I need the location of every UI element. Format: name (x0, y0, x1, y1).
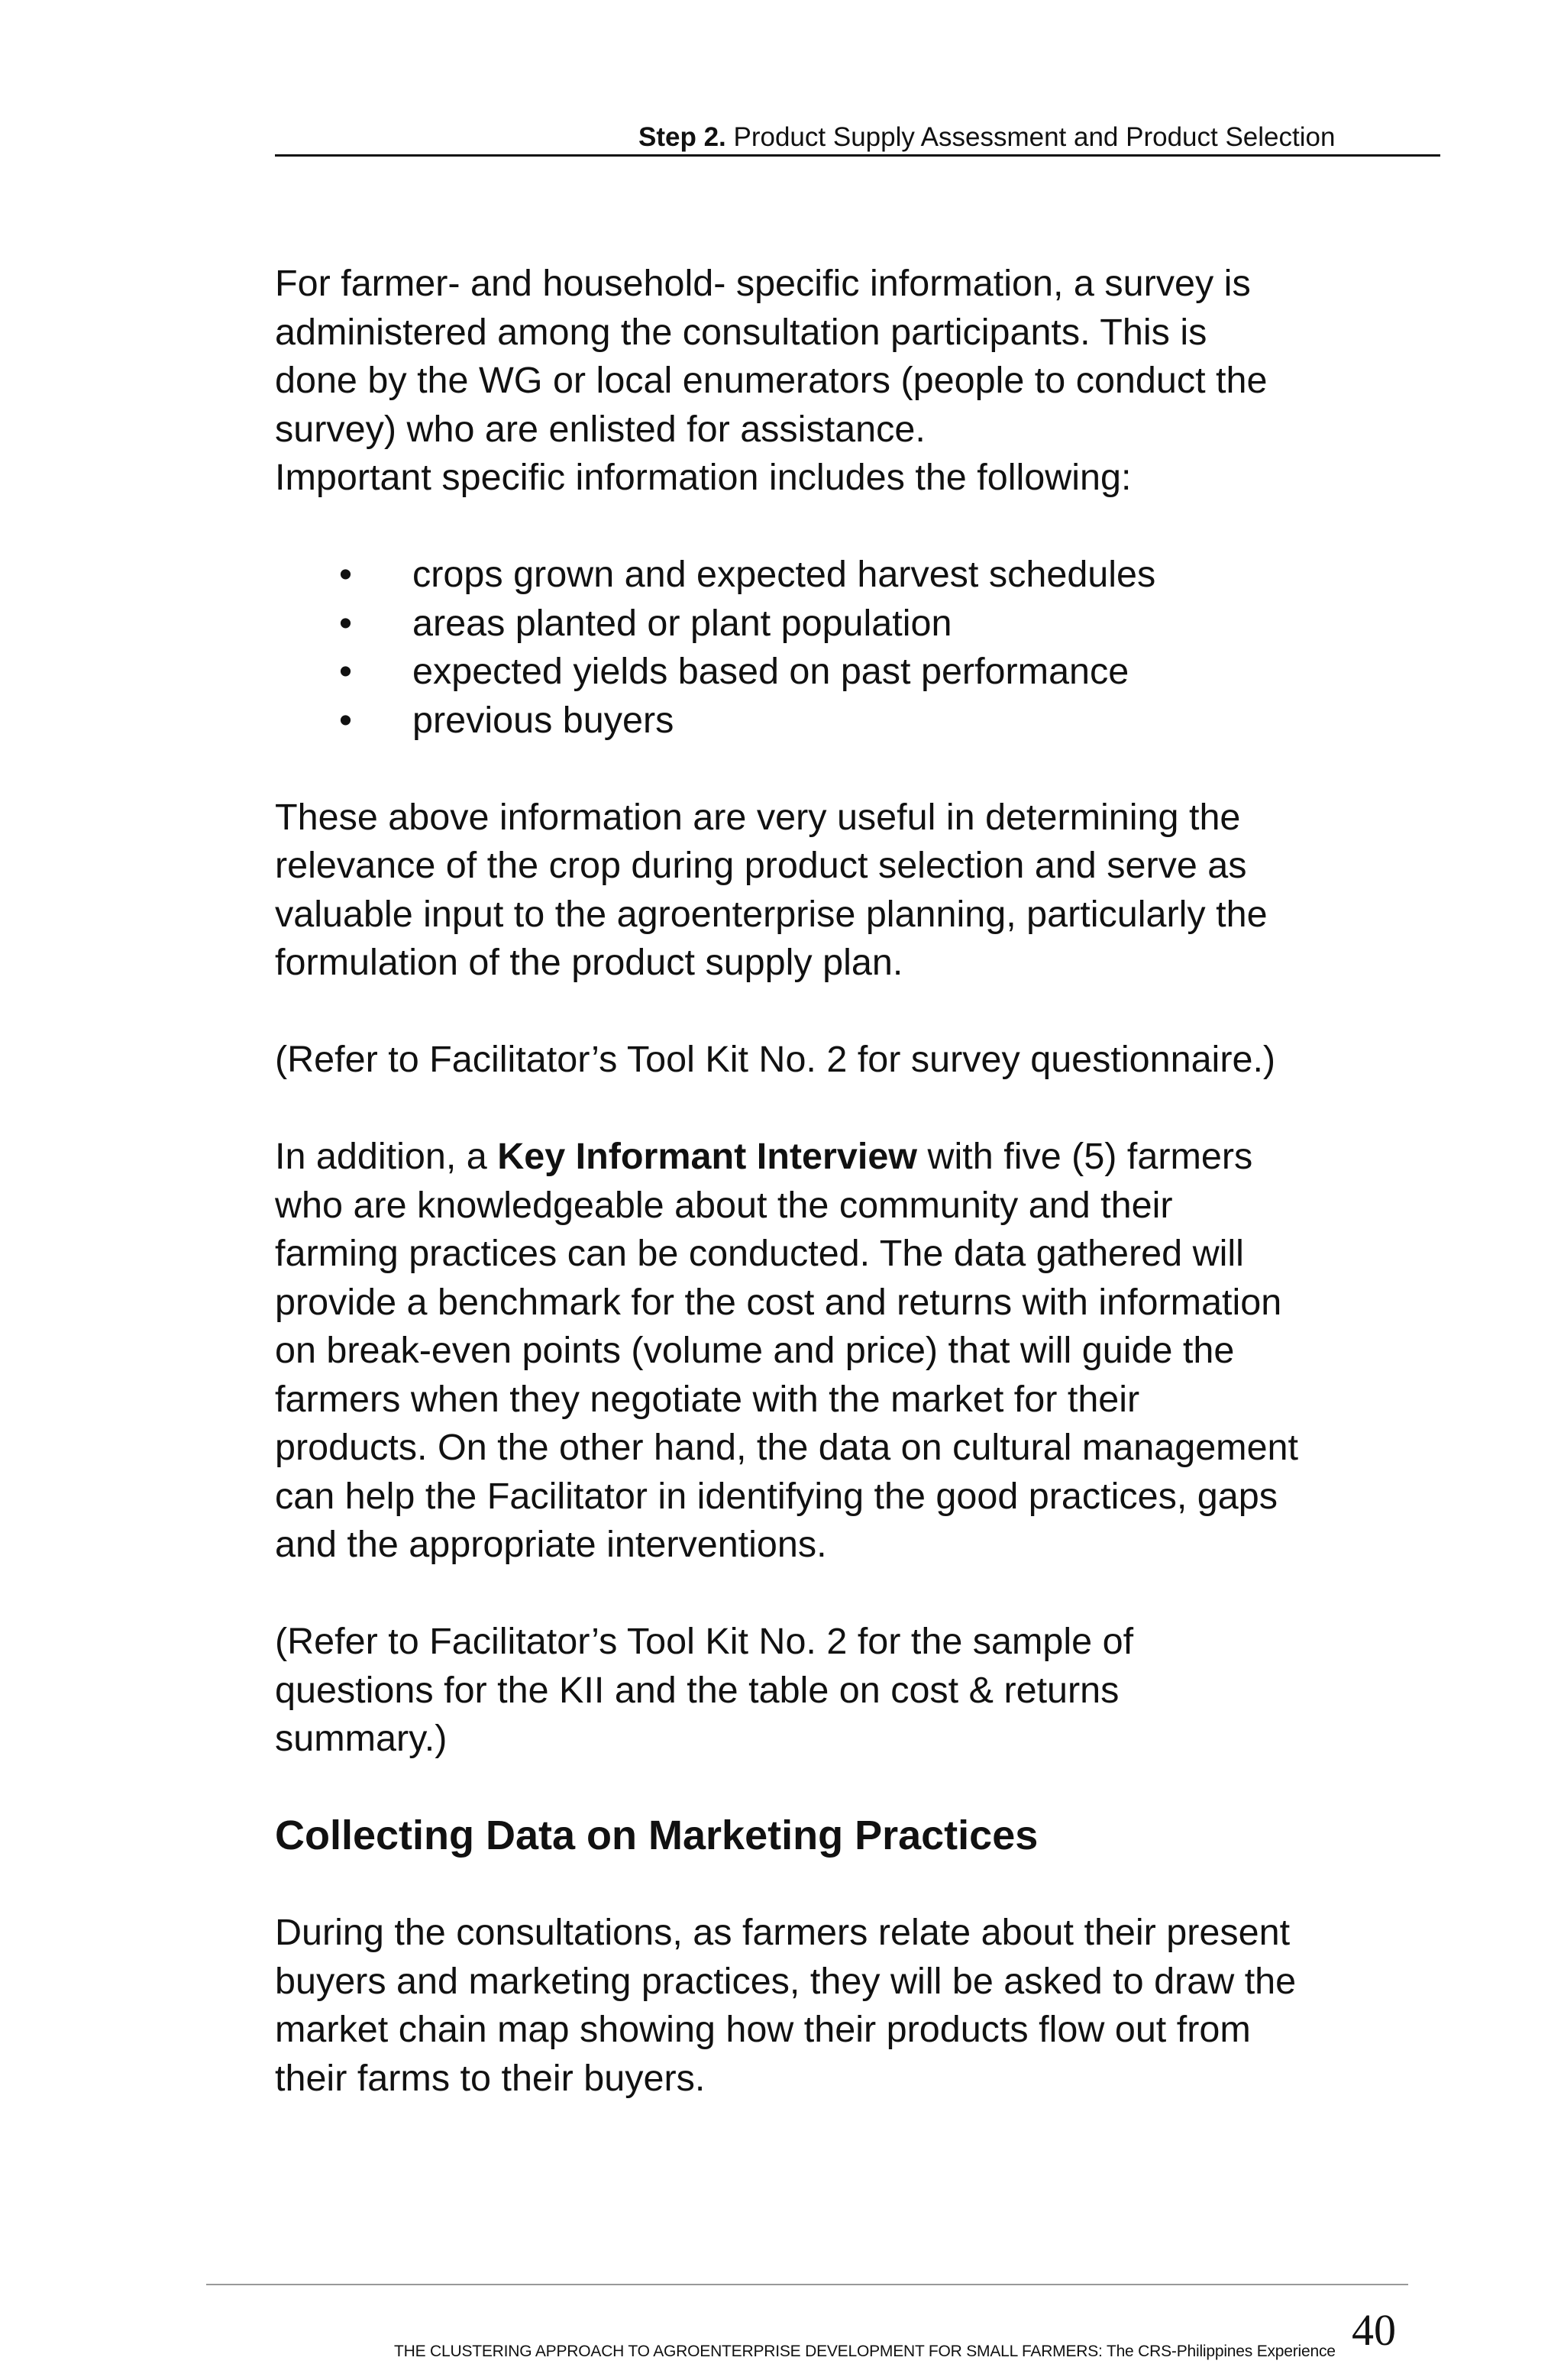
text-line: market chain map showing how their products flow out from (275, 2009, 1251, 2050)
running-footer: THE CLUSTERING APPROACH TO AGROENTERPRISE DEVELOPMENT FOR SMALL FARMERS: The CRS-Philippines Experience (394, 2343, 1336, 2360)
text-line: formulation of the product supply plan. (275, 942, 903, 983)
kii-paragraph (275, 1133, 1466, 1570)
toolkit-reference-kii (275, 1618, 1466, 1764)
page-body (275, 260, 1466, 2103)
text-line: farming practices can be conducted. The data gathered will (275, 1233, 1244, 1274)
running-header (638, 121, 1335, 154)
text-line: valuable input to the agroenterprise planning, particularly the (275, 893, 1268, 935)
text-line: farmers when they negotiate with the market for their (275, 1378, 1140, 1420)
list-item (275, 551, 1466, 600)
toolkit-reference-survey: (Refer to Facilitator’s Tool Kit No. 2 for survey questionnaire.) (275, 1039, 1276, 1080)
list-item (275, 600, 1466, 648)
text-line: their farms to their buyers. (275, 2057, 706, 2099)
intro-paragraph (275, 260, 1466, 503)
text-line: For farmer- and household- specific information, a survey is (275, 263, 1251, 304)
header-section-title: Product Supply Assessment and Product Selection (733, 122, 1336, 152)
list-item-text: areas planted or plant population (412, 602, 952, 644)
text-line: and the appropriate interventions. (275, 1524, 827, 1565)
header-rule (275, 154, 1440, 157)
header-step-label: Step 2. (638, 122, 726, 152)
bullet-icon: • (339, 699, 352, 741)
list-item (275, 697, 1466, 745)
bullet-icon: • (339, 651, 352, 692)
text-line: These above information are very useful in determining the (275, 796, 1241, 838)
text-line: products. On the other hand, the data on cultural management (275, 1427, 1299, 1468)
section-heading: Collecting Data on Marketing Practices (275, 1812, 1039, 1858)
kii-term: Key Informant Interview (497, 1136, 918, 1177)
text-line: who are knowledgeable about the community and their (275, 1184, 1173, 1226)
text-line: provide a benchmark for the cost and returns with information (275, 1281, 1282, 1323)
footer-rule (206, 2284, 1408, 2285)
bullet-icon: • (339, 602, 352, 644)
text-line: relevance of the crop during product selection and serve as (275, 845, 1247, 886)
bullet-icon: • (339, 554, 352, 595)
info-bullet-list (275, 551, 1466, 745)
text-line: Important specific information includes the following: (275, 457, 1132, 498)
text-line: During the consultations, as farmers relate about their present (275, 1912, 1291, 1953)
page-number: 40 (1352, 2305, 1396, 2355)
text-line-start: In addition, a (275, 1136, 498, 1177)
list-item-text: previous buyers (412, 699, 674, 741)
list-item (275, 648, 1466, 697)
text-line: done by the WG or local enumerators (people to conduct the (275, 360, 1268, 401)
list-item-text: expected yields based on past performance (412, 651, 1129, 692)
text-line-end: with five (5) farmers (917, 1136, 1253, 1177)
text-line: survey) who are enlisted for assistance. (275, 408, 926, 450)
text-line: questions for the KII and the table on cost & returns (275, 1669, 1120, 1711)
text-line: administered among the consultation participants. This is (275, 311, 1207, 353)
marketing-paragraph (275, 1909, 1466, 2103)
text-line: can help the Facilitator in identifying the good practices, gaps (275, 1475, 1278, 1517)
text-line: summary.) (275, 1718, 448, 1759)
text-line: buyers and marketing practices, they will be asked to draw the (275, 1960, 1297, 2002)
usefulness-paragraph (275, 794, 1466, 988)
text-line: (Refer to Facilitator’s Tool Kit No. 2 for the sample of (275, 1621, 1134, 1662)
text-line: on break-even points (volume and price) that will guide the (275, 1330, 1235, 1371)
list-item-text: crops grown and expected harvest schedules (412, 554, 1156, 595)
